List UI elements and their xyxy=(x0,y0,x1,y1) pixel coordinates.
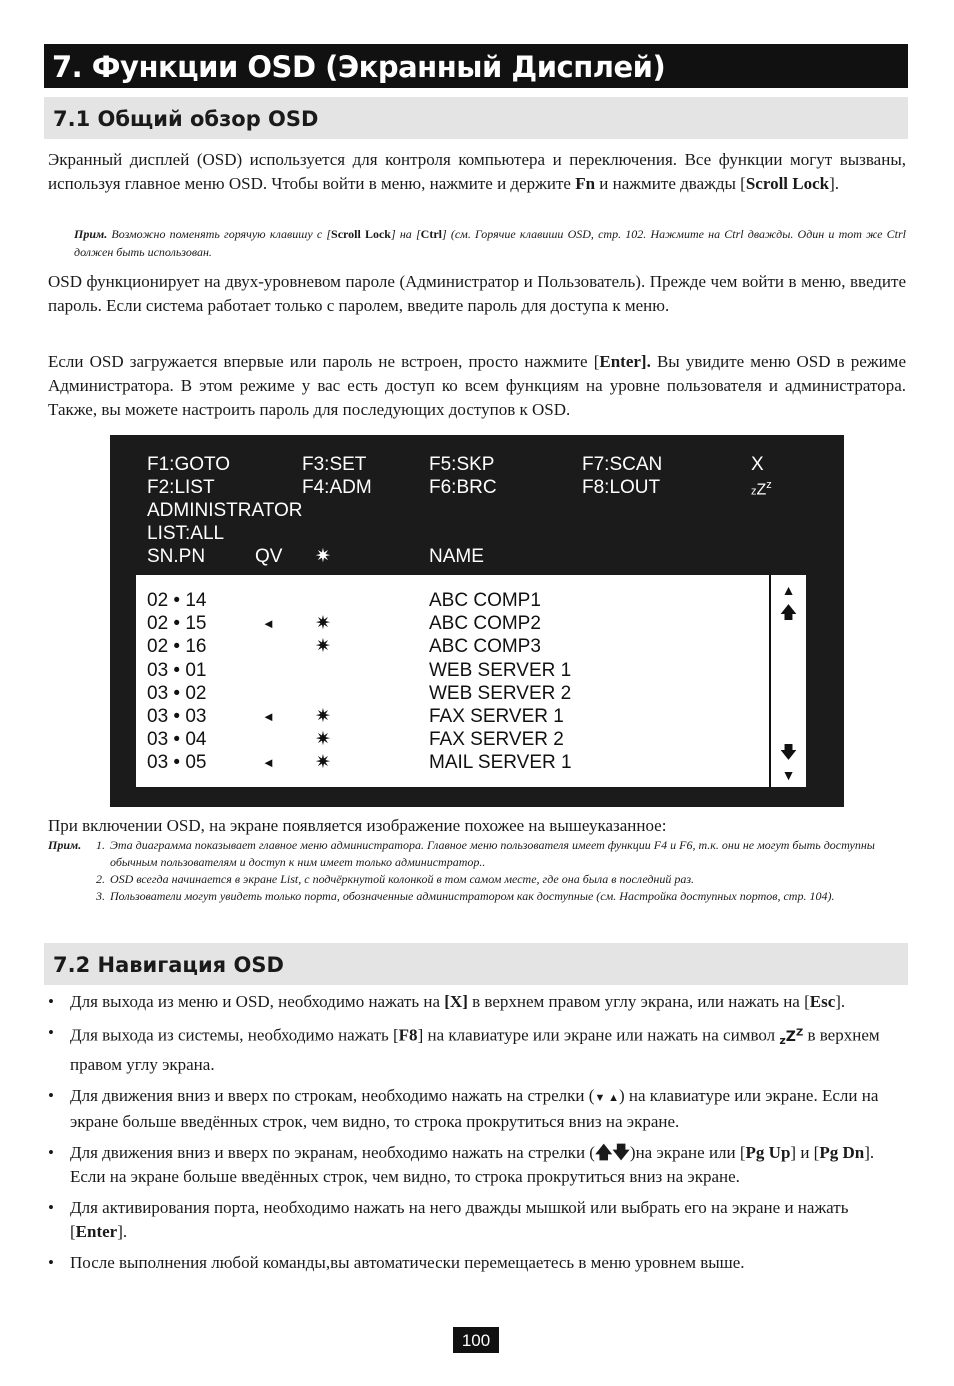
section-heading-7-2: 7.2 Навигация OSD xyxy=(53,953,284,977)
osd-row-snpn[interactable]: 02 • 15 xyxy=(147,613,207,635)
key-f8: F8 xyxy=(398,1025,418,1045)
text: Для выхода из меню и OSD, необходимо нажать на xyxy=(70,992,445,1011)
osd-col-snpn[interactable]: SN.PN xyxy=(147,546,206,567)
osd-f7-scan[interactable]: F7:SCAN xyxy=(582,454,663,475)
osd-close-button[interactable]: X xyxy=(751,454,764,475)
text: Для выхода из системы, необходимо нажать [ xyxy=(70,1025,399,1045)
key-enter: Enter xyxy=(75,1221,118,1241)
osd-caption: При включении OSD, на экране появляется изображение похожее на вышеуказанное: xyxy=(48,816,667,835)
chapter-title-bar xyxy=(44,44,908,88)
list-item xyxy=(48,1251,908,1275)
osd-row-qv-icon[interactable]: ◄ xyxy=(262,616,275,632)
bullet-icon: • xyxy=(48,1023,54,1042)
page-down-icon[interactable]: 🡇 xyxy=(779,743,798,762)
text: Для движения вниз и вверх по строкам, необходимо нажать на стрелки ( xyxy=(70,1085,595,1105)
osd-row-name[interactable]: FAX SERVER 2 xyxy=(429,729,564,751)
list-item xyxy=(48,1021,908,1077)
osd-row-snpn[interactable]: 02 • 16 xyxy=(147,636,207,658)
osd-row-name[interactable]: FAX SERVER 1 xyxy=(429,706,564,727)
osd-f6-brc[interactable]: F6:BRC xyxy=(429,477,497,498)
scroll-up-icon[interactable]: ▲ xyxy=(781,582,796,598)
note-1 xyxy=(48,837,906,871)
osd-port-list xyxy=(136,575,804,787)
osd-scrollbar[interactable] xyxy=(769,575,806,787)
note-text: Пользователи могут увидеть только порта, обозначенные администратором как доступные (см. Настройка доступных портов, стр. 104). xyxy=(110,889,835,903)
zzz-icon: $_zZ^Z$ xyxy=(779,1027,804,1047)
note-text: OSD всегда начинается в экране List, с подчёркнутой колонкой в том самом месте, где она была в последний раз. xyxy=(110,872,695,886)
osd-row-name[interactable]: WEB SERVER 2 xyxy=(429,682,572,704)
osd-row-star-icon[interactable]: ✷ xyxy=(315,636,331,658)
osd-row-snpn[interactable]: 03 • 03 xyxy=(147,706,207,727)
text: ]. xyxy=(835,992,846,1011)
text: ] (см. Горячие клавиши OSD, стр. 102. Нажмите на Ctrl дважды. Один и тот же Ctrl должен быть использован. xyxy=(74,227,906,259)
osd-notes xyxy=(48,837,906,905)
osd-row-name[interactable]: WEB SERVER 1 xyxy=(429,659,572,681)
list-item xyxy=(48,1141,908,1189)
key-fn: Fn xyxy=(575,174,596,193)
osd-f1-goto[interactable]: F1:GOTO xyxy=(147,454,231,475)
text: ]. xyxy=(829,174,840,193)
page-up-icon[interactable]: 🡅 xyxy=(779,603,798,622)
key-ctrl: Ctrl xyxy=(420,227,442,241)
key-x: [X] xyxy=(444,992,468,1011)
osd-row-qv-icon[interactable]: ◄ xyxy=(262,709,275,724)
text: ] на [ xyxy=(391,227,421,241)
note-number: 2. xyxy=(96,872,105,886)
bullet-icon: • xyxy=(48,1197,54,1217)
arrow-up-down-icon: ▼ ▲ xyxy=(594,1091,619,1104)
text: и нажмите дважды [ xyxy=(595,174,746,193)
key-enter: Enter]. xyxy=(599,352,651,371)
osd-row-name[interactable]: MAIL SERVER 1 xyxy=(429,752,572,774)
key-pg-dn: Pg Dn xyxy=(819,1142,865,1162)
osd-row-snpn[interactable]: 03 • 04 xyxy=(147,729,207,751)
osd-row-star-icon[interactable]: ✷ xyxy=(315,752,331,774)
text: ) на клавиатуре или экране. Если на экране больше введённых строк, чем видно, то строка прокрутиться вниз на экране. xyxy=(70,1085,879,1131)
bullet-icon: • xyxy=(48,992,54,1011)
osd-col-qv[interactable]: QV xyxy=(255,546,283,567)
text: ]. Если на экране больше введённых строк, чем видно, то строка прокрутиться вниз на экране. xyxy=(70,1142,875,1186)
note-3 xyxy=(48,888,906,905)
osd-col-star-icon[interactable]: ✷ xyxy=(315,546,331,567)
text: Для движения вниз и вверх по экранам, необходимо нажать на стрелки ( xyxy=(70,1142,595,1162)
osd-row-star-icon[interactable]: ✷ xyxy=(315,706,331,727)
note-text: Эта диаграмма показывает главное меню администратора. Главное меню пользователя имеет функции F4 и F6, т.к. они не могут быть доступны обычным пользователям и доступ к ним имеет только администратор.. xyxy=(110,838,875,869)
osd-row-snpn[interactable]: 03 • 01 xyxy=(147,659,207,681)
note-2 xyxy=(48,871,906,888)
note-hotkey xyxy=(74,225,906,261)
note-number: 3. xyxy=(96,889,105,903)
page-number: 100 xyxy=(453,1327,499,1353)
bullet-icon: • xyxy=(48,1085,54,1105)
note-label: Прим. xyxy=(74,227,108,241)
osd-f3-set[interactable]: F3:SET xyxy=(302,454,367,475)
osd-col-name[interactable]: NAME xyxy=(429,546,484,567)
section-heading-bar-7-2 xyxy=(44,943,908,985)
key-pg-up: Pg Up xyxy=(745,1142,791,1162)
bullet-icon: • xyxy=(48,1142,54,1162)
key-esc: Esc xyxy=(809,992,836,1011)
page-arrows-icon: 🡅🡇 xyxy=(594,1142,630,1162)
paragraph-password: OSD функционирует на двух-уровневом пароле (Администратор и Пользователь). Прежде чем войти в меню, введите пароль. Если система работает только с паролем, введите пароль для доступа к меню. xyxy=(48,272,906,315)
key-scroll-lock: Scroll Lock xyxy=(331,227,391,241)
text: Для активирования порта, необходимо нажать на него дважды мышкой или выбрать его на экране и нажать [ xyxy=(70,1197,849,1241)
section-heading-7-1: 7.1 Общий обзор OSD xyxy=(53,107,319,131)
key-scroll-lock: Scroll Lock xyxy=(745,174,830,193)
section-heading-bar-7-1 xyxy=(44,97,908,139)
osd-screen xyxy=(110,435,844,807)
paragraph-osd-intro xyxy=(48,148,906,196)
text: ] и [ xyxy=(790,1142,820,1162)
text: в верхнем правом углу экрана, или нажать на [ xyxy=(467,992,810,1011)
bullet-icon: • xyxy=(48,1252,54,1272)
osd-row-snpn[interactable]: 02 • 14 xyxy=(147,590,207,611)
list-item xyxy=(48,1084,908,1134)
osd-row-star-icon[interactable]: ✷ xyxy=(315,729,331,751)
osd-row-snpn[interactable]: 03 • 02 xyxy=(147,682,207,704)
osd-row-qv-icon[interactable]: ◄ xyxy=(262,755,275,771)
text: После выполнения любой команды,вы автоматически перемещаетесь в меню уровнем выше. xyxy=(70,1252,745,1272)
osd-f4-adm[interactable]: F4:ADM xyxy=(302,477,372,498)
osd-logout-zzz-icon[interactable]: $zZ^z$ xyxy=(751,479,772,499)
osd-row-name[interactable]: ABC COMP3 xyxy=(429,636,541,658)
text: Вы увидите меню OSD в режиме Администратора. В этом режиме у вас есть доступ ко всем функциям на уровне пользователя и администратора. Также, вы можете настроить пароль для последующих доступов к OSD. xyxy=(48,352,906,419)
text: Экранный дисплей (OSD) используется для контроля компьютера и переключения. Все функции могут вызваны, используя главное меню OSD. Чтобы войти в меню, нажмите и держите xyxy=(48,150,906,193)
list-item xyxy=(48,1196,908,1244)
note-number: 1. xyxy=(96,838,105,852)
text: ] на клавиатуре или экране или нажать на символ xyxy=(417,1025,780,1045)
osd-f5-skp[interactable]: F5:SKP xyxy=(429,454,495,475)
text: Возможно поменять горячую клавишу с [ xyxy=(107,227,332,241)
osd-row-snpn[interactable]: 03 • 05 xyxy=(147,752,207,774)
text: ]. xyxy=(117,1221,128,1241)
osd-row-name[interactable]: ABC COMP1 xyxy=(429,590,541,611)
osd-mode: ADMINISTRATOR xyxy=(147,500,303,521)
scroll-down-icon[interactable]: ▼ xyxy=(781,767,796,783)
chapter-title: 7. Функции OSD (Экранный Дисплей) xyxy=(52,50,666,84)
osd-row-name[interactable]: ABC COMP2 xyxy=(429,613,541,635)
navigation-list xyxy=(48,990,908,1282)
text: Если OSD загружается впервые или пароль не встроен, просто нажмите [ xyxy=(48,352,600,371)
osd-f8-lout[interactable]: F8:LOUT xyxy=(582,477,661,498)
paragraph-first-load xyxy=(48,350,906,422)
list-item xyxy=(48,990,908,1014)
note-label: Прим. xyxy=(48,838,82,852)
text: )на экране или [ xyxy=(629,1142,746,1162)
osd-row-star-icon[interactable]: ✷ xyxy=(315,613,331,635)
osd-list-mode: LIST:ALL xyxy=(147,523,225,544)
text: в верхнем правом углу экрана. xyxy=(70,1025,880,1074)
osd-f2-list[interactable]: F2:LIST xyxy=(147,477,215,498)
